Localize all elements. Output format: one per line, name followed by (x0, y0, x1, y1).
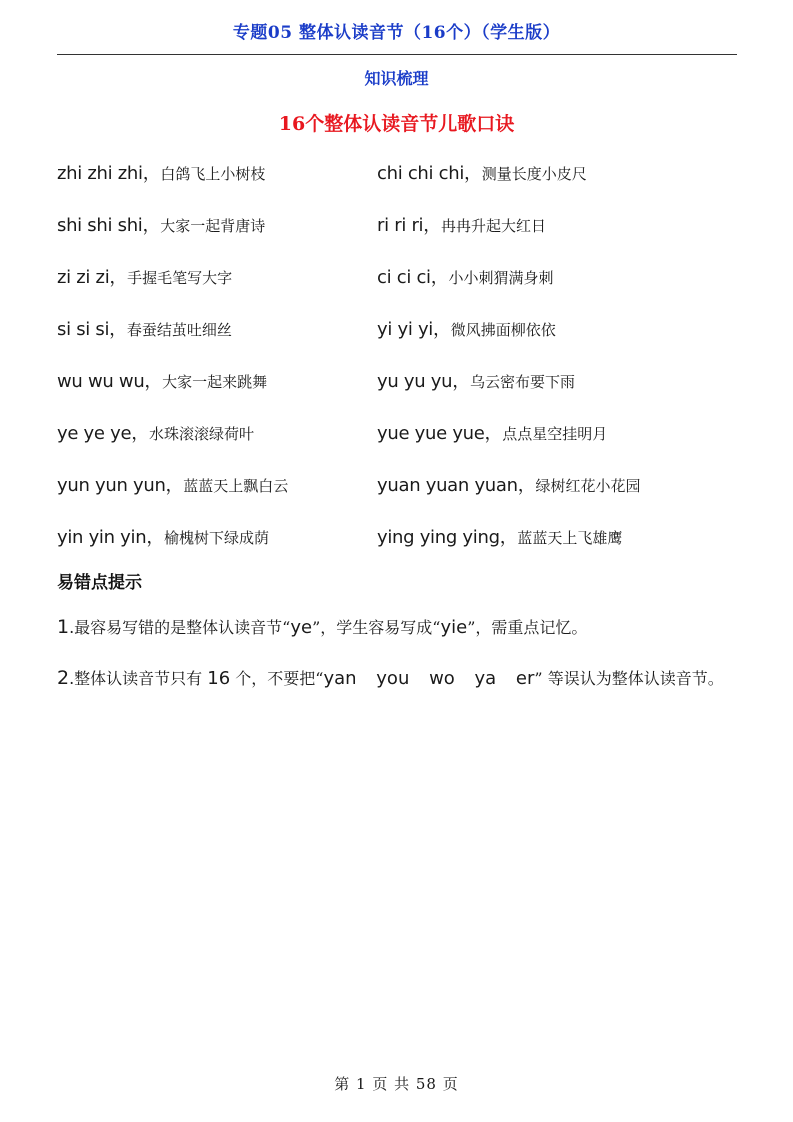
tip-pinyin: yie (440, 617, 468, 638)
rhyme-right (377, 262, 553, 294)
rhyme-pinyin: si si si， (57, 319, 127, 340)
section-title: 知识梳理 (364, 69, 429, 88)
rhyme-verse: 白鸽飞上小树枝 (160, 165, 266, 183)
rhyme-right (377, 470, 640, 502)
tip-text: 个，不要把“ (230, 669, 324, 688)
song-title: 16个整体认读音节儿歌口诀 (278, 113, 515, 135)
rhyme-verse: 冉冉升起大红日 (440, 217, 546, 235)
header-divider (57, 54, 737, 55)
rhyme-pinyin: ying ying ying， (377, 527, 518, 548)
rhyme-verse: 手握毛笔写大字 (127, 269, 233, 287)
rhyme-pinyin: wu wu wu， (57, 371, 163, 392)
rhyme-verse: 水珠滚滚绿荷叶 (148, 425, 254, 443)
rhyme-pinyin: yin yin yin， (57, 527, 165, 548)
tip-text: ”，学生容易写成“ (312, 618, 441, 637)
rhyme-left (57, 418, 254, 450)
rhyme-verse: 微风拂面柳依依 (450, 321, 556, 339)
rhyme-right (377, 366, 575, 398)
rhyme-pinyin: ri ri ri， (377, 215, 441, 236)
tip-text: .整体认读音节只有 (69, 669, 208, 688)
rhyme-row (57, 522, 747, 574)
rhyme-right (377, 210, 546, 242)
rhyme-pinyin: yu yu yu， (377, 371, 470, 392)
rhyme-pinyin: shi shi shi， (57, 215, 161, 236)
rhyme-left (57, 314, 232, 346)
rhyme-row (57, 314, 747, 366)
rhyme-row (57, 418, 747, 470)
rhyme-list (57, 158, 747, 574)
rhyme-row (57, 470, 747, 522)
rhyme-verse: 大家一起来跳舞 (162, 373, 268, 391)
rhyme-right (377, 522, 622, 554)
rhyme-right (377, 158, 587, 190)
tip-pinyin: ye (290, 617, 313, 638)
rhyme-left (57, 522, 269, 554)
rhyme-row (57, 262, 747, 314)
tip-text: .最容易写错的是整体认读音节“ (69, 618, 291, 637)
rhyme-verse: 绿树红花小花园 (535, 477, 641, 495)
rhyme-row (57, 158, 747, 210)
rhyme-verse: 大家一起背唐诗 (160, 217, 266, 235)
rhyme-right (377, 314, 556, 346)
tip-count: 16 (207, 668, 231, 689)
rhyme-row (57, 366, 747, 418)
tip-pinyin: yan you wo ya er (323, 668, 535, 689)
rhyme-left (57, 210, 265, 242)
rhyme-verse: 乌云密布要下雨 (469, 373, 575, 391)
rhyme-left (57, 158, 265, 190)
tip-number: 1 (57, 616, 70, 638)
rhyme-pinyin: yi yi yi， (377, 319, 451, 340)
rhyme-left (57, 366, 267, 398)
tip-text: ”，需重点记忆。 (467, 618, 588, 637)
tips-title: 易错点提示 (57, 573, 142, 593)
tip-2 (57, 656, 737, 701)
rhyme-verse: 测量长度小皮尺 (481, 165, 587, 183)
rhyme-verse: 榆槐树下绿成荫 (164, 529, 270, 547)
tip-1 (57, 605, 737, 650)
rhyme-left (57, 262, 232, 294)
rhyme-pinyin: chi chi chi， (377, 163, 482, 184)
rhyme-pinyin: yun yun yun， (57, 475, 184, 496)
tip-text: ” 等误认为整体认读音节。 (534, 669, 724, 688)
rhyme-verse: 蓝蓝天上飘白云 (183, 477, 289, 495)
page-footer: 第 1 页 共 58 页 (334, 1075, 459, 1093)
rhyme-verse: 蓝蓝天上飞雄鹰 (517, 529, 623, 547)
tip-number: 2 (57, 667, 70, 689)
rhyme-verse: 小小刺猬满身刺 (448, 269, 554, 287)
rhyme-right (377, 418, 607, 450)
rhyme-pinyin: ci ci ci， (377, 267, 449, 288)
rhyme-pinyin: zi zi zi， (57, 267, 128, 288)
document-header-title: 专题05 整体认读音节（16个）（学生版） (232, 23, 561, 43)
rhyme-pinyin: yue yue yue， (377, 423, 503, 444)
rhyme-left (57, 470, 288, 502)
rhyme-pinyin: ye ye ye， (57, 423, 149, 444)
rhyme-verse: 春蚕结茧吐细丝 (126, 321, 232, 339)
rhyme-row (57, 210, 747, 262)
rhyme-verse: 点点星空挂明月 (502, 425, 608, 443)
rhyme-pinyin: zhi zhi zhi， (57, 163, 161, 184)
rhyme-pinyin: yuan yuan yuan， (377, 475, 536, 496)
